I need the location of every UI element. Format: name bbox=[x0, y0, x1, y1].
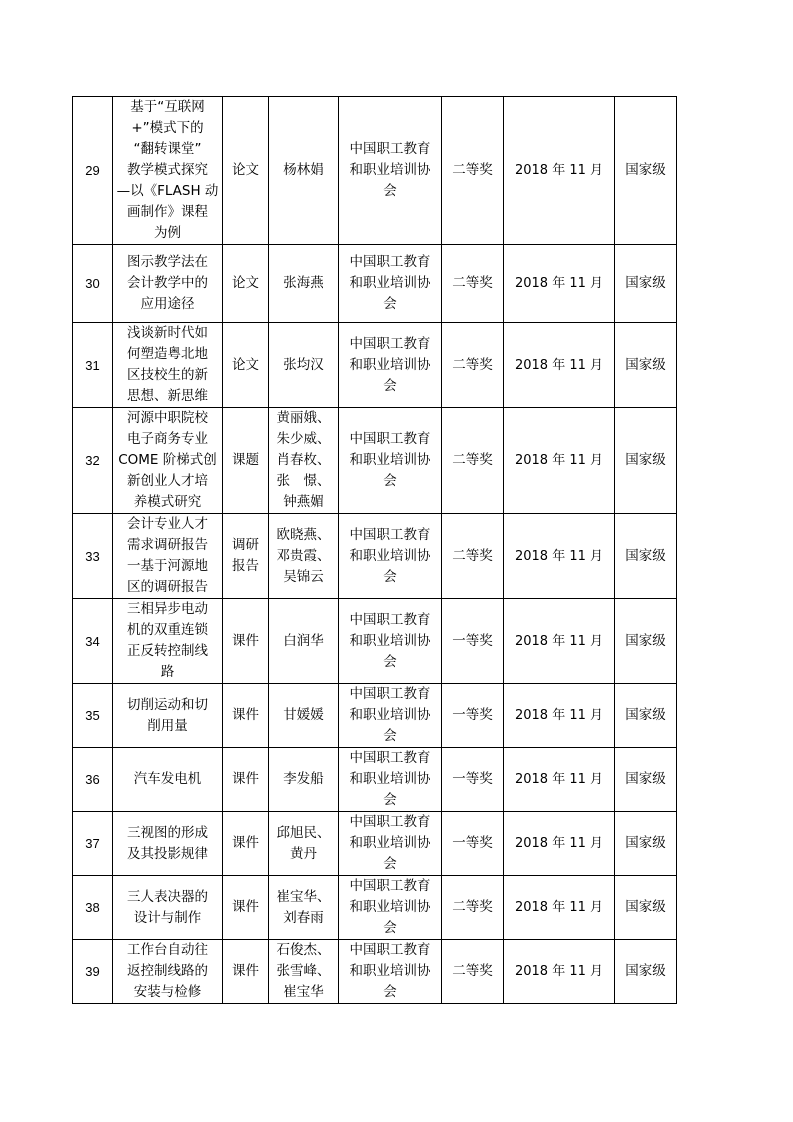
achievement-title bbox=[113, 748, 223, 812]
date-text: 2018 年 11 月 bbox=[514, 276, 604, 291]
cell-line: 邱旭民、 bbox=[276, 824, 331, 841]
achievement-type bbox=[223, 97, 269, 245]
cell-line: 会 bbox=[383, 653, 397, 670]
achievement-title bbox=[113, 245, 223, 323]
cell-line: 机的双重连锁 bbox=[127, 622, 208, 638]
achievement-type bbox=[223, 245, 269, 323]
cell-line: 会 bbox=[383, 984, 397, 1000]
level-text: 国家级 bbox=[625, 275, 666, 291]
cell-line: 三相异步电动 bbox=[127, 601, 208, 617]
achievement-type bbox=[223, 408, 269, 514]
row-number bbox=[73, 323, 113, 408]
cell-line: 张均汉 bbox=[283, 356, 324, 373]
award-text: 二等奖 bbox=[452, 356, 493, 373]
award-level bbox=[615, 514, 677, 599]
cell-line: 朱少威、 bbox=[276, 431, 331, 447]
achievement-type bbox=[223, 940, 269, 1004]
cell-line: 和职业培训协 bbox=[349, 162, 431, 178]
level-text: 国家级 bbox=[625, 452, 666, 468]
row-number bbox=[73, 876, 113, 940]
award-date bbox=[504, 599, 615, 684]
issuing-organization bbox=[339, 97, 442, 245]
award-date bbox=[504, 323, 615, 408]
achievement-title bbox=[113, 323, 223, 408]
cell-line: 教学模式探究 bbox=[127, 162, 208, 178]
cell-line: 张 憬、 bbox=[276, 473, 331, 489]
cell-line: 图示教学法在 bbox=[127, 254, 208, 270]
level-text: 国家级 bbox=[625, 835, 666, 851]
cell-line: “翻转课堂” bbox=[133, 141, 202, 157]
issuing-organization bbox=[339, 323, 442, 408]
cell-line: 基于“互联网 bbox=[130, 99, 205, 115]
cell-line: 会 bbox=[383, 296, 397, 312]
authors bbox=[269, 684, 339, 748]
level-text: 国家级 bbox=[625, 632, 666, 649]
award-grade bbox=[442, 684, 504, 748]
award-grade bbox=[442, 940, 504, 1004]
cell-line: 张海燕 bbox=[283, 275, 324, 291]
cell-line: 肖春枚、 bbox=[276, 452, 331, 468]
num-text: 32 bbox=[85, 453, 100, 468]
cell-line: 正反转控制线 bbox=[127, 643, 208, 659]
cell-line: 和职业培训协 bbox=[349, 963, 431, 979]
level-text: 国家级 bbox=[625, 356, 666, 373]
level-text: 国家级 bbox=[625, 963, 666, 979]
cell-line: 会计专业人才 bbox=[127, 516, 208, 532]
cell-line: 崔宝华、 bbox=[276, 888, 331, 905]
num-text: 29 bbox=[85, 163, 100, 178]
cell-line: 及其投影规律 bbox=[127, 845, 208, 862]
cell-line: 欧晓燕、 bbox=[276, 526, 331, 543]
cell-line: 白润华 bbox=[283, 632, 324, 649]
cell-line: 削用量 bbox=[147, 717, 188, 734]
cell-line: COME 阶梯式创 bbox=[118, 452, 217, 468]
award-date bbox=[504, 245, 615, 323]
cell-line: —以《FLASH 动 bbox=[116, 183, 219, 199]
cell-line: 报告 bbox=[232, 558, 259, 574]
award-level bbox=[615, 97, 677, 245]
cell-line: 中国职工教育 bbox=[349, 335, 431, 352]
authors bbox=[269, 408, 339, 514]
award-date bbox=[504, 514, 615, 599]
table-row bbox=[73, 599, 677, 684]
cell-line: 新创业人才培 bbox=[127, 473, 208, 489]
authors bbox=[269, 812, 339, 876]
date-text: 2018 年 11 月 bbox=[514, 163, 604, 178]
cell-line: 调研 bbox=[232, 537, 259, 553]
cell-line: 中国职工教育 bbox=[349, 611, 431, 628]
cell-line: 和职业培训协 bbox=[349, 771, 431, 787]
num-text: 35 bbox=[85, 708, 100, 723]
cell-line: 邓贵霞、 bbox=[276, 547, 331, 564]
achievement-title bbox=[113, 514, 223, 599]
cell-line: 和职业培训协 bbox=[349, 835, 431, 851]
date-text: 2018 年 11 月 bbox=[514, 357, 604, 373]
level-text: 国家级 bbox=[625, 162, 666, 178]
achievement-title bbox=[113, 812, 223, 876]
authors bbox=[269, 599, 339, 684]
table-row bbox=[73, 97, 677, 245]
cell-line: 和职业培训协 bbox=[349, 356, 431, 373]
cell-line: 路 bbox=[160, 664, 175, 680]
authors bbox=[269, 876, 339, 940]
authors bbox=[269, 514, 339, 599]
achievement-type bbox=[223, 323, 269, 408]
award-text: 二等奖 bbox=[452, 452, 493, 468]
authors bbox=[269, 245, 339, 323]
cell-line: 中国职工教育 bbox=[349, 942, 431, 958]
awards-table bbox=[72, 96, 677, 1004]
achievement-type bbox=[223, 748, 269, 812]
award-text: 二等奖 bbox=[452, 963, 493, 979]
row-number bbox=[73, 748, 113, 812]
table-row bbox=[73, 408, 677, 514]
cell-line: 刘春雨 bbox=[283, 909, 324, 926]
cell-line: 中国职工教育 bbox=[349, 814, 431, 830]
award-date bbox=[504, 97, 615, 245]
row-number bbox=[73, 940, 113, 1004]
award-text: 一等奖 bbox=[452, 707, 493, 723]
cell-line: 设计与制作 bbox=[133, 909, 202, 926]
authors bbox=[269, 940, 339, 1004]
award-date bbox=[504, 684, 615, 748]
row-number bbox=[73, 408, 113, 514]
award-level bbox=[615, 940, 677, 1004]
cell-line: 应用途径 bbox=[140, 296, 195, 312]
date-text: 2018 年 11 月 bbox=[514, 836, 604, 851]
award-text: 二等奖 bbox=[452, 899, 493, 915]
issuing-organization bbox=[339, 599, 442, 684]
cell-line: 浅谈新时代如 bbox=[127, 325, 208, 341]
cell-line: 石俊杰、 bbox=[276, 942, 331, 958]
date-text: 2018 年 11 月 bbox=[514, 633, 604, 649]
table-row bbox=[73, 245, 677, 323]
cell-line: 钟燕媚 bbox=[283, 494, 324, 510]
num-text: 33 bbox=[85, 548, 100, 564]
cell-line: 和职业培训协 bbox=[349, 547, 431, 564]
cell-line: 论文 bbox=[232, 162, 259, 178]
cell-line: 三视图的形成 bbox=[127, 824, 208, 841]
table-row bbox=[73, 323, 677, 408]
num-text: 30 bbox=[85, 276, 100, 291]
cell-line: 李发船 bbox=[283, 771, 324, 787]
cell-line: 会 bbox=[383, 856, 397, 872]
issuing-organization bbox=[339, 812, 442, 876]
cell-line: 一基于河源地 bbox=[127, 558, 208, 574]
award-date bbox=[504, 748, 615, 812]
authors bbox=[269, 748, 339, 812]
cell-line: 论文 bbox=[232, 275, 259, 291]
awards-table-body bbox=[73, 97, 677, 1004]
achievement-title bbox=[113, 408, 223, 514]
award-grade bbox=[442, 323, 504, 408]
row-number bbox=[73, 684, 113, 748]
award-level bbox=[615, 876, 677, 940]
cell-line: 和职业培训协 bbox=[349, 707, 431, 723]
cell-line: 切削运动和切 bbox=[127, 696, 208, 713]
table-row bbox=[73, 876, 677, 940]
cell-line: 课件 bbox=[232, 632, 259, 649]
num-text: 31 bbox=[85, 357, 100, 373]
cell-line: 甘媛媛 bbox=[283, 707, 324, 723]
award-text: 二等奖 bbox=[452, 275, 493, 291]
cell-line: 安装与检修 bbox=[133, 984, 202, 1000]
cell-line: 会 bbox=[383, 183, 397, 199]
issuing-organization bbox=[339, 940, 442, 1004]
date-text: 2018 年 11 月 bbox=[514, 772, 604, 787]
cell-line: 河源中职院校 bbox=[127, 410, 208, 426]
date-text: 2018 年 11 月 bbox=[514, 453, 604, 468]
cell-line: 中国职工教育 bbox=[349, 878, 431, 894]
cell-line: 会 bbox=[383, 920, 397, 936]
table-row bbox=[73, 684, 677, 748]
level-text: 国家级 bbox=[625, 899, 666, 915]
cell-line: 黄丽娥、 bbox=[276, 410, 331, 426]
table-row bbox=[73, 812, 677, 876]
award-level bbox=[615, 408, 677, 514]
award-level bbox=[615, 323, 677, 408]
award-text: 一等奖 bbox=[452, 632, 493, 649]
cell-line: 会 bbox=[383, 568, 397, 585]
cell-line: 课题 bbox=[232, 452, 259, 468]
cell-line: 黄丹 bbox=[290, 845, 317, 862]
award-text: 二等奖 bbox=[452, 547, 493, 564]
level-text: 国家级 bbox=[625, 771, 666, 787]
table-row bbox=[73, 748, 677, 812]
num-text: 34 bbox=[85, 633, 100, 649]
cell-line: 课件 bbox=[232, 963, 259, 979]
row-number bbox=[73, 245, 113, 323]
award-date bbox=[504, 940, 615, 1004]
cell-line: 画制作》课程 bbox=[127, 204, 208, 220]
cell-line: 课件 bbox=[232, 707, 259, 723]
award-grade bbox=[442, 599, 504, 684]
cell-line: 为例 bbox=[154, 225, 181, 241]
cell-line: 需求调研报告 bbox=[127, 537, 208, 553]
cell-line: 课件 bbox=[232, 771, 259, 787]
level-text: 国家级 bbox=[625, 547, 666, 564]
cell-line: 汽车发电机 bbox=[133, 771, 202, 787]
award-text: 二等奖 bbox=[452, 162, 493, 178]
cell-line: 杨林娟 bbox=[283, 162, 324, 178]
cell-line: 养模式研究 bbox=[133, 494, 202, 510]
row-number bbox=[73, 812, 113, 876]
cell-line: 中国职工教育 bbox=[349, 254, 431, 270]
cell-line: 三人表决器的 bbox=[127, 888, 208, 905]
cell-line: 崔宝华 bbox=[283, 984, 324, 1000]
award-date bbox=[504, 812, 615, 876]
achievement-title bbox=[113, 97, 223, 245]
num-text: 37 bbox=[85, 836, 100, 851]
num-text: 39 bbox=[85, 964, 100, 979]
issuing-organization bbox=[339, 245, 442, 323]
achievement-title bbox=[113, 599, 223, 684]
row-number bbox=[73, 97, 113, 245]
row-number bbox=[73, 599, 113, 684]
cell-line: 何塑造粤北地 bbox=[127, 346, 208, 362]
award-level bbox=[615, 245, 677, 323]
award-date bbox=[504, 876, 615, 940]
achievement-title bbox=[113, 876, 223, 940]
date-text: 2018 年 11 月 bbox=[514, 964, 604, 979]
cell-line: 论文 bbox=[232, 356, 259, 373]
achievement-title bbox=[113, 684, 223, 748]
award-grade bbox=[442, 408, 504, 514]
cell-line: 会 bbox=[383, 792, 397, 808]
award-text: 一等奖 bbox=[452, 771, 493, 787]
cell-line: 和职业培训协 bbox=[349, 275, 431, 291]
cell-line: 工作台自动往 bbox=[127, 942, 208, 958]
cell-line: 和职业培训协 bbox=[349, 632, 431, 649]
issuing-organization bbox=[339, 514, 442, 599]
achievement-title bbox=[113, 940, 223, 1004]
cell-line: 会计教学中的 bbox=[127, 275, 208, 291]
achievement-type bbox=[223, 876, 269, 940]
cell-line: 区的调研报告 bbox=[127, 579, 208, 595]
award-grade bbox=[442, 97, 504, 245]
issuing-organization bbox=[339, 748, 442, 812]
achievement-type bbox=[223, 812, 269, 876]
date-text: 2018 年 11 月 bbox=[514, 548, 604, 564]
award-grade bbox=[442, 245, 504, 323]
cell-line: 和职业培训协 bbox=[349, 899, 431, 915]
cell-line: 吴锦云 bbox=[283, 568, 324, 585]
cell-line: 中国职工教育 bbox=[349, 431, 431, 447]
cell-line: 中国职工教育 bbox=[349, 141, 431, 157]
authors bbox=[269, 97, 339, 245]
num-text: 38 bbox=[85, 900, 100, 915]
cell-line: 会 bbox=[383, 473, 397, 489]
cell-line: 返控制线路的 bbox=[127, 963, 208, 979]
award-grade bbox=[442, 514, 504, 599]
issuing-organization bbox=[339, 876, 442, 940]
award-grade bbox=[442, 812, 504, 876]
issuing-organization bbox=[339, 408, 442, 514]
table-row bbox=[73, 514, 677, 599]
cell-line: 会 bbox=[383, 728, 397, 744]
num-text: 36 bbox=[85, 772, 100, 787]
table-row bbox=[73, 940, 677, 1004]
cell-line: 中国职工教育 bbox=[349, 686, 431, 702]
cell-line: 课件 bbox=[232, 899, 259, 915]
cell-line: 中国职工教育 bbox=[349, 750, 431, 766]
award-grade bbox=[442, 876, 504, 940]
cell-line: 中国职工教育 bbox=[349, 526, 431, 543]
award-date bbox=[504, 408, 615, 514]
authors bbox=[269, 323, 339, 408]
award-grade bbox=[442, 748, 504, 812]
award-text: 一等奖 bbox=[452, 835, 493, 851]
cell-line: +”模式下的 bbox=[131, 120, 204, 136]
award-level bbox=[615, 599, 677, 684]
achievement-type bbox=[223, 684, 269, 748]
level-text: 国家级 bbox=[625, 707, 666, 723]
row-number bbox=[73, 514, 113, 599]
cell-line: 课件 bbox=[232, 835, 259, 851]
achievement-type bbox=[223, 514, 269, 599]
cell-line: 会 bbox=[383, 377, 397, 394]
achievement-type bbox=[223, 599, 269, 684]
award-level bbox=[615, 812, 677, 876]
cell-line: 电子商务专业 bbox=[127, 431, 208, 447]
date-text: 2018 年 11 月 bbox=[514, 900, 604, 915]
cell-line: 张雪峰、 bbox=[276, 963, 331, 979]
award-level bbox=[615, 748, 677, 812]
cell-line: 区技校生的新 bbox=[127, 367, 208, 383]
award-level bbox=[615, 684, 677, 748]
cell-line: 和职业培训协 bbox=[349, 452, 431, 468]
cell-line: 思想、新思维 bbox=[127, 388, 208, 404]
date-text: 2018 年 11 月 bbox=[514, 708, 604, 723]
issuing-organization bbox=[339, 684, 442, 748]
